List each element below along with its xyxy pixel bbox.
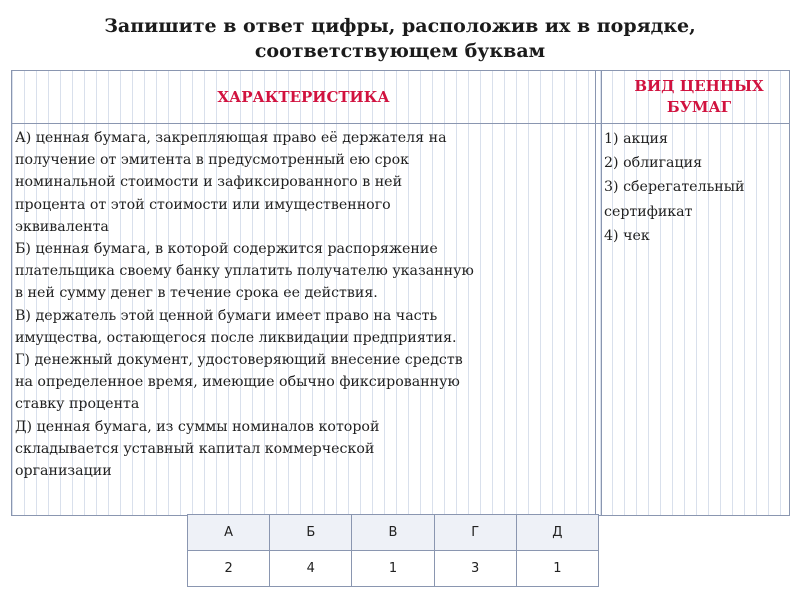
characteristic-line: в ней сумму денег в течение срока ее действия. [15,285,378,302]
characteristic-line: В) держатель этой ценной бумаги имеет право на часть [15,307,438,324]
characteristic-line: Г) денежный документ, удостоверяющий внесение средств [15,352,463,369]
characteristics-cell [15,127,598,482]
securities-types-cell [604,127,784,248]
answer-letter: А [188,515,270,551]
answer-letter: Б [270,515,352,551]
characteristic-line: складывается уставный капитал коммерческой [15,440,375,457]
characteristic-line: номинальной стоимости и зафиксированного в ней [15,174,403,191]
characteristic-line: эквивалента [15,218,109,235]
security-type-line: 2) облигация [604,155,703,172]
characteristic-line: Б) ценная бумага, в которой содержится распоряжение [15,241,438,258]
characteristic-line: Д) ценная бумага, из суммы номиналов которой [15,418,380,435]
security-type-line: сертификат [604,203,693,220]
header-divider [12,123,789,124]
answer-letter: Г [434,515,516,551]
answer-digit: 1 [516,551,598,587]
answer-digit: 2 [188,551,270,587]
task-title-line-1: Запишите в ответ цифры, расположив их в порядке, [104,15,696,37]
answer-letter: В [352,515,434,551]
securities-type-header [609,71,789,123]
task-title [0,14,800,64]
answer-digit: 3 [434,551,516,587]
characteristic-line: на определенное время, имеющие обычно фиксированную [15,374,460,391]
column-divider-right [601,71,602,515]
characteristic-line: имущества, остающегося после ликвидации предприятия. [15,329,457,346]
characteristic-line: организации [15,463,112,480]
answer-letters-row [188,515,599,551]
security-type-line: 4) чек [604,227,650,244]
answer-digit: 1 [352,551,434,587]
characteristic-line: получение от эмитента в предусмотренный ею срок [15,152,410,169]
answer-digits-row [188,551,599,587]
characteristic-line: ставку процента [15,396,140,413]
answer-letter: Д [516,515,598,551]
answer-digit: 4 [270,551,352,587]
securities-type-header-line-2: БУМАГ [666,98,732,116]
task-title-line-2: соответствующем буквам [254,40,546,62]
securities-type-header-line-1: ВИД ЦЕННЫХ [634,77,764,95]
security-type-line: 3) сберегательный [604,179,745,196]
characteristic-header: ХАРАКТЕРИСТИКА [217,88,390,106]
security-type-line: 1) акция [604,131,668,147]
characteristic-line: плательщика своему банку уплатить получателю указанную [15,263,474,280]
characteristic-line: процента от этой стоимости или имущественного [15,196,391,213]
characteristic-line: А) ценная бумага, закрепляющая право её держателя на [15,130,447,146]
matching-table [11,70,790,516]
answer-table [187,514,599,587]
